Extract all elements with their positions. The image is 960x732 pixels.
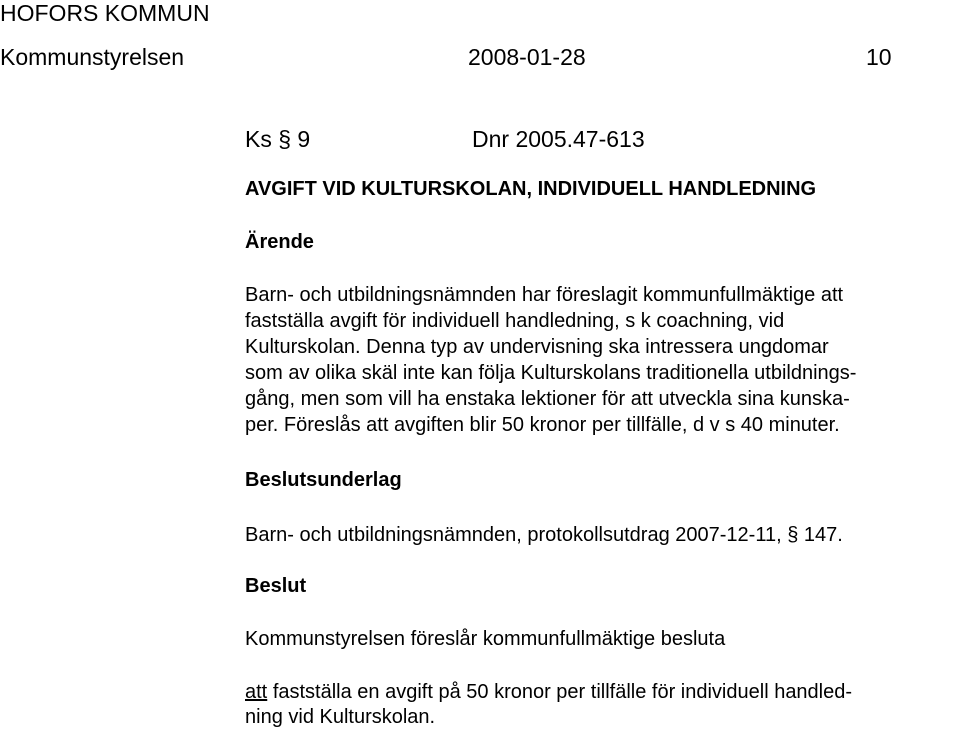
arende-line: Kulturskolan. Denna typ av undervisning ska intressera ungdomar [245, 336, 829, 358]
arende-paragraph [245, 283, 856, 439]
beslut-heading: Beslut [245, 575, 307, 597]
beslut-item-line-2: ning vid Kulturskolan. [245, 706, 436, 728]
arende-line: Barn- och utbildningsnämnden har föreslagit kommunfullmäktige att [245, 284, 844, 306]
document-date: 2008-01-28 [468, 44, 586, 70]
arende-line: fastställa avgift för individuell handledning, s k coachning, vid [245, 310, 785, 332]
ks-number: 9 [297, 126, 311, 152]
beslutsunderlag-heading: Beslutsunderlag [245, 469, 402, 491]
beslutsunderlag-reference: Barn- och utbildningsnämnden, protokollsutdrag 2007-12-11, [245, 524, 782, 546]
beslutsunderlag-text [245, 523, 843, 547]
section-symbol: § [278, 126, 292, 152]
section-number: 147. [803, 524, 843, 546]
ks-label: Ks [245, 126, 272, 152]
arende-line: per. Föreslås att avgiften blir 50 kronor per tillfälle, d v s 40 minuter. [245, 414, 840, 436]
beslut-item-line-1 [245, 680, 852, 704]
att-keyword: att [245, 681, 268, 703]
arende-line: som av olika skäl inte kan följa Kulturskolans traditionella utbildnings- [245, 362, 857, 384]
dnr-number: Dnr 2005.47-613 [472, 126, 645, 152]
beslut-item-text: fastställa en avgift på 50 kronor per tillfälle för individuell handled- [272, 681, 853, 703]
case-title: AVGIFT VID KULTURSKOLAN, INDIVIDUELL HANDLEDNING [245, 178, 817, 200]
document-body: Kommunstyrelsen [0, 44, 185, 70]
beslut-text: Kommunstyrelsen föreslår kommunfullmäktige besluta [245, 628, 726, 650]
arende-heading: Ärende [245, 231, 314, 253]
section-symbol: § [787, 524, 799, 546]
arende-line: gång, men som vill ha enstaka lektioner för att utveckla sina kunska- [245, 388, 850, 410]
case-reference [245, 126, 310, 152]
organization-name: HOFORS KOMMUN [0, 0, 210, 26]
page-number: 10 [866, 44, 892, 70]
